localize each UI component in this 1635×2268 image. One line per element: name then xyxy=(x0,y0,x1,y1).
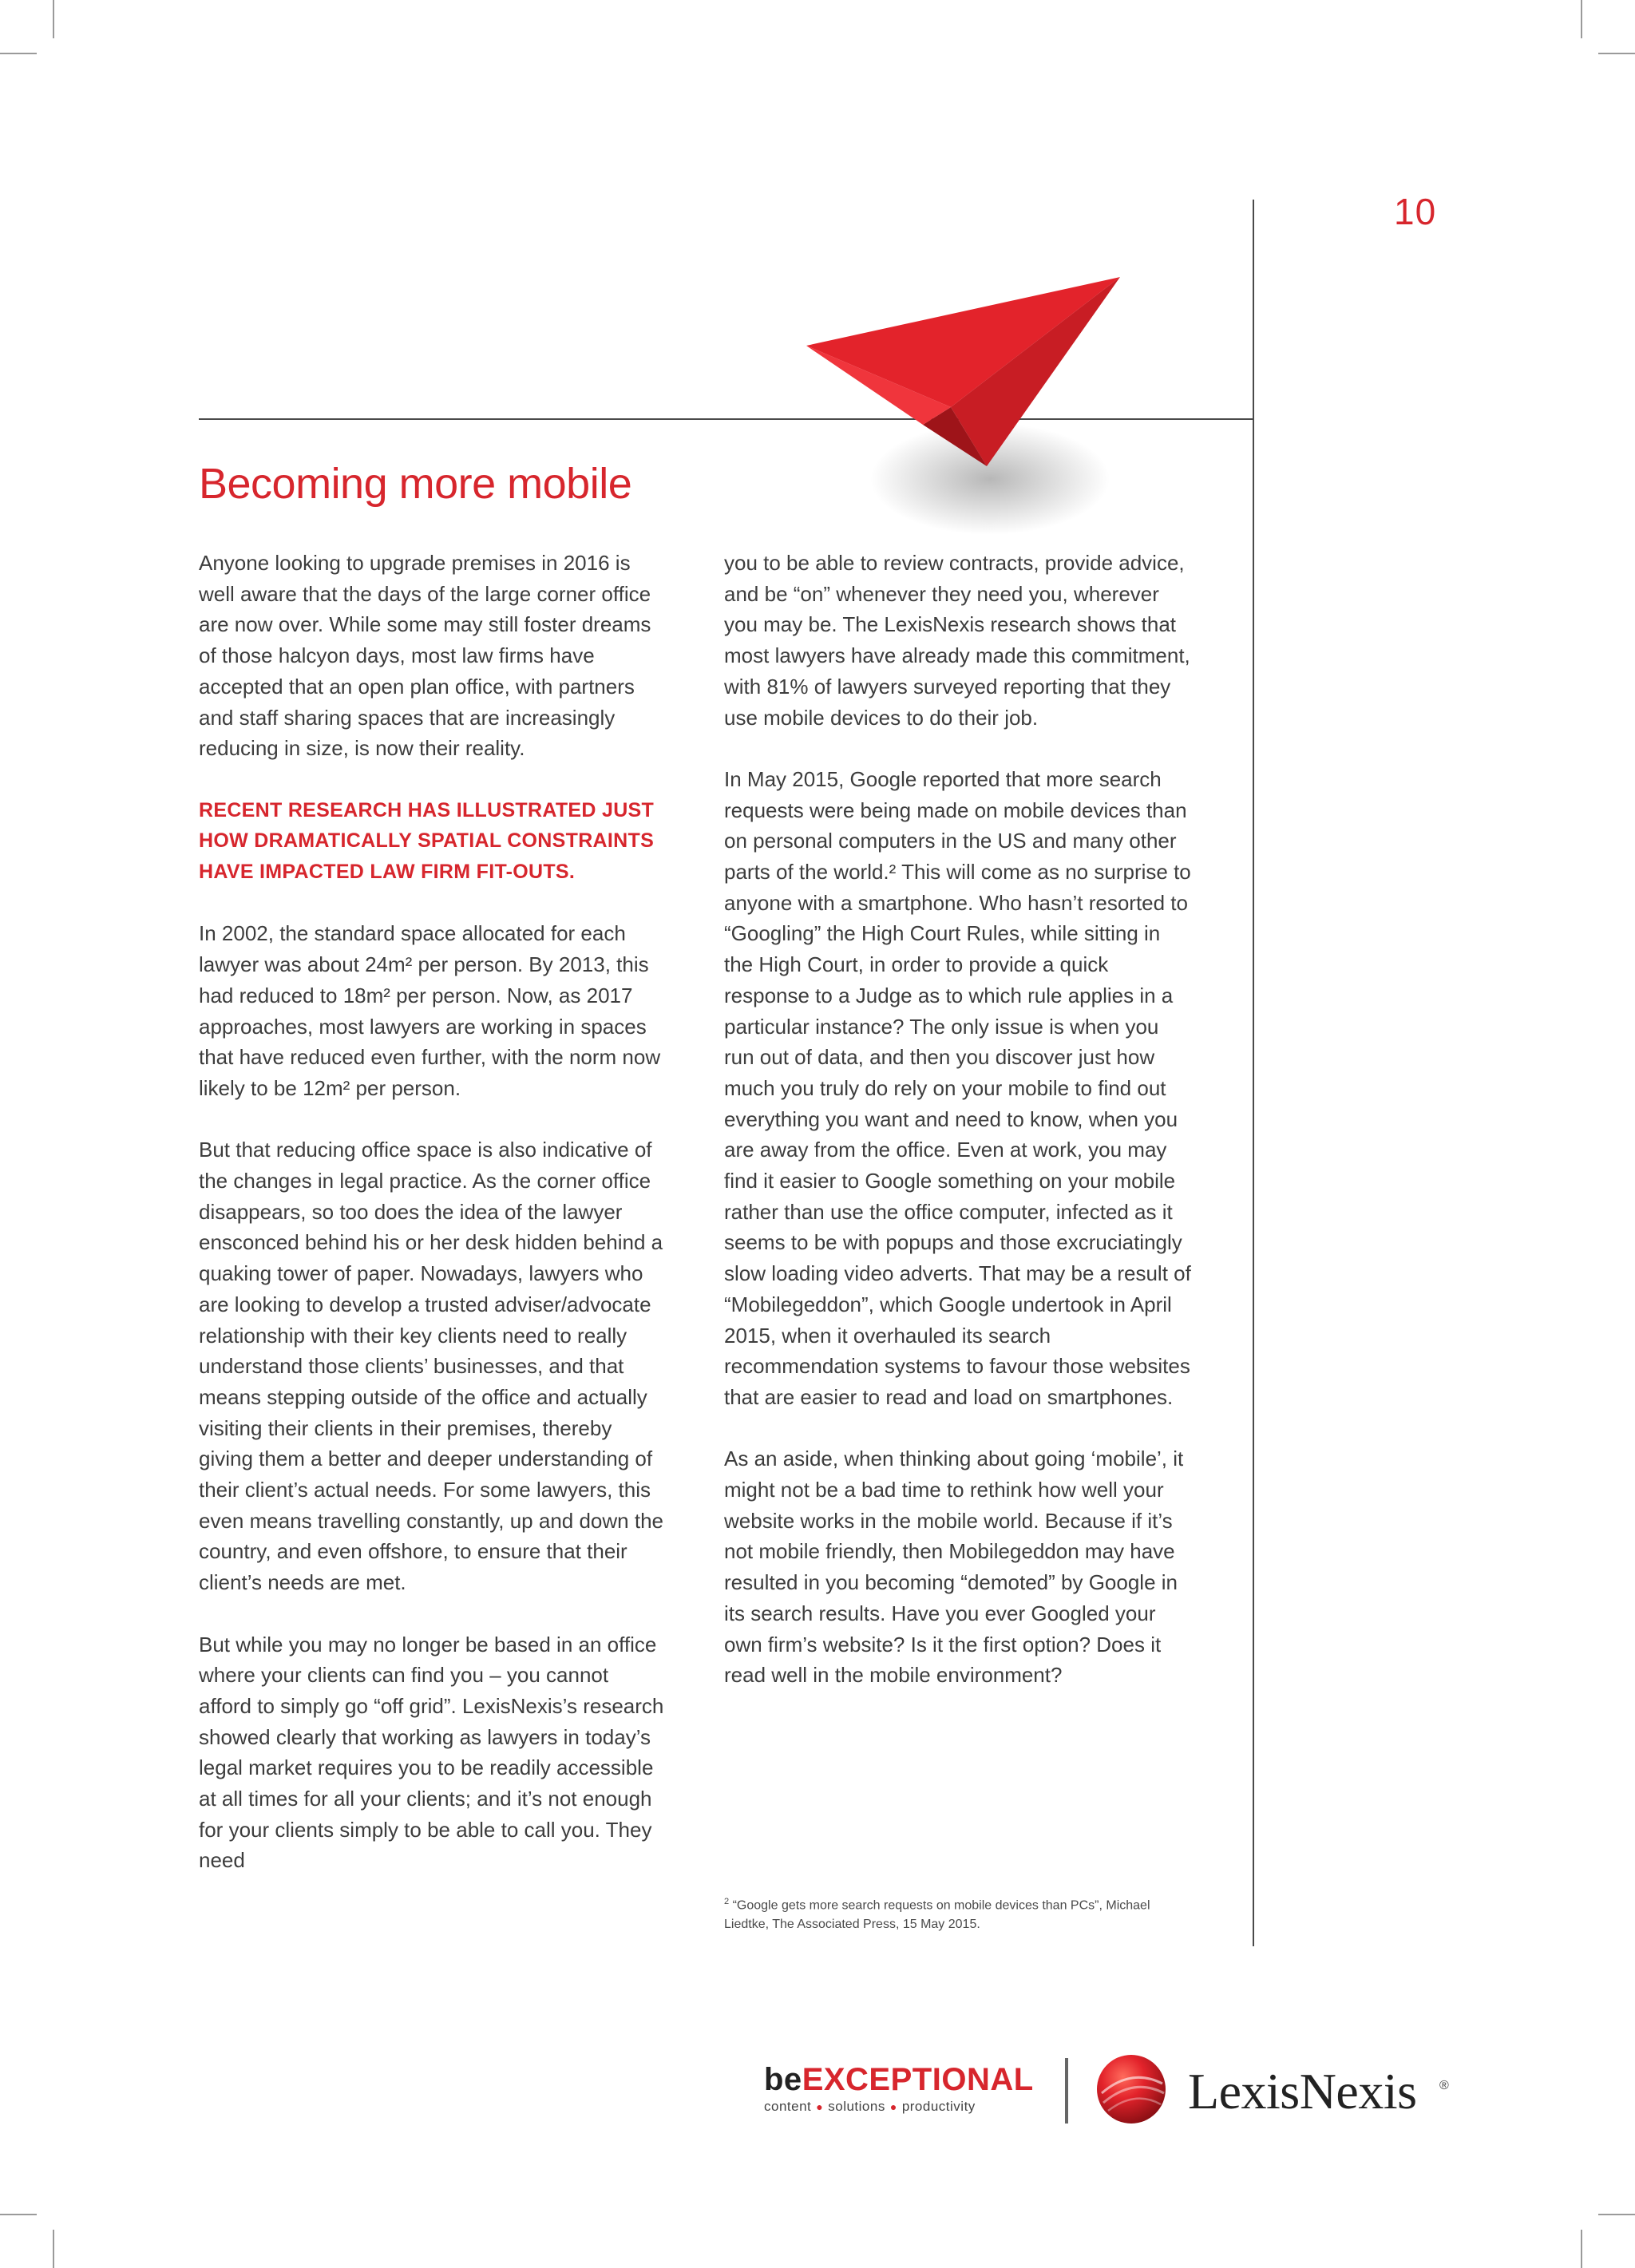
crop-mark xyxy=(1581,0,1582,38)
footnote-text: “Google gets more search requests on mobile devices than PCs”, Michael Liedtke, The Associated Press, 15 May 2015. xyxy=(724,1898,1150,1932)
footnote-mark: 2 xyxy=(724,1897,730,1906)
be-main: EXCEPTIONAL xyxy=(802,2062,1034,2097)
right-column xyxy=(724,548,1191,1722)
crop-mark xyxy=(53,2230,54,2268)
tagline-item: productivity xyxy=(901,2099,976,2114)
crop-mark xyxy=(53,0,54,38)
body-paragraph: As an aside, when thinking about going ‘mobile’, it might not be a bad time to rethink how well your website works in the mobile world. Because if it’s not mobile friendly, then Mobilegeddon may have resulted in you becoming “demoted” by Google in its search results. Have you ever Googled your own firm’s website? Is it the first option? Does it read well in the mobile environment? xyxy=(724,1447,1184,1688)
body-paragraph: But that reducing office space is also indicative of the changes in legal practice. As the corner office disappears, so too does the idea of the lawyer ensconced behind his or her desk hidden behind a quaking tower of paper. Nowadays, lawyers who are looking to develop a trusted adviser/advocate relationship with their key clients need to really understand those clients’ businesses, and that means stepping outside of the office and actually visiting their clients in their premises, thereby giving them a better and deeper understanding of their client’s actual needs. For some lawyers, this even means travelling constantly, up and down the country, and even offshore, to ensure that their client’s needs are met. xyxy=(199,1138,663,1595)
tagline-item: solutions xyxy=(828,2099,885,2114)
lexisnexis-brand: LexisNexis xyxy=(1188,2063,1417,2120)
crop-mark xyxy=(1598,2214,1635,2215)
body-paragraph: Anyone looking to upgrade premises in 2016 is well aware that the days of the large corner office are now over. While some may still foster dreams of those halcyon days, most law firms have accepted that an open plan office, with partners and staff sharing spaces that are increasingly reducing in size, is now their reality. xyxy=(199,551,651,761)
be-exceptional-wordmark xyxy=(764,2064,1034,2096)
be-prefix: be xyxy=(764,2062,802,2097)
lexisnexis-sphere-icon xyxy=(1095,2053,1167,2125)
vertical-rule xyxy=(1253,200,1254,1946)
crop-mark xyxy=(1598,53,1635,54)
body-paragraph: But while you may no longer be based in an office where your clients can find you – you cannot afford to simply go “off grid”. LexisNexis’s research showed clearly that working as lawyers in today’s legal market requires you to be readily accessible at all times for all your clients; and it’s not enough for your clients simply to be able to call you. They need xyxy=(199,1632,664,1873)
body-paragraph: you to be able to review contracts, provide advice, and be “on” whenever they need you, wherever you may be. The LexisNexis research shows that most lawyers have already made this commitment, with 81% of lawyers surveyed reporting that they use mobile devices to do their job. xyxy=(724,551,1190,730)
footnote xyxy=(724,1892,1171,1934)
registered-mark: ® xyxy=(1439,2079,1449,2092)
page-number: 10 xyxy=(1394,191,1437,232)
tagline-item: content xyxy=(764,2099,812,2114)
left-column xyxy=(199,548,666,1907)
paper-plane-icon xyxy=(790,263,1166,543)
be-exceptional-logo xyxy=(764,2064,1034,2115)
body-paragraph: In May 2015, Google reported that more search requests were being made on mobile devices than on personal computers in the US and many other parts of the world.² This will come as no surprise to anyone with a smartphone. Who hasn’t resorted to “Googling” the High Court Rules, while sitting in the High Court, in order to provide a quick response to a Judge as to which rule applies in a particular instance? The only issue is when you run out of data, and then you discover just how much you truly do rely on your mobile to find out everything you want and need to know, when you are away from the office. Even at work, you may find it easier to Google something on your mobile rather than use the office computer, infected as it seems to be with popups and those excruciatingly slow loading video adverts. That may be a result of “Mobilegeddon”, which Google undertook in April 2015, when it overhauled its search recommendation systems to favour those websites that are easier to read and load on smartphones. xyxy=(724,766,1191,1409)
bullet-dot: ● xyxy=(889,2100,897,2113)
tagline xyxy=(764,2099,1034,2115)
bullet-dot: ● xyxy=(816,2100,824,2113)
crop-mark xyxy=(0,2214,37,2215)
logo-divider xyxy=(1065,2058,1068,2124)
crop-mark xyxy=(0,53,37,54)
article-title: Becoming more mobile xyxy=(199,460,632,508)
body-paragraph: In 2002, the standard space allocated for each lawyer was about 24m² per person. By 2013, this had reduced to 18m² per person. Now, as 2017 approaches, most lawyers are working in spaces that have reduced even further, with the norm now likely to be 12m² per person. xyxy=(199,921,661,1100)
crop-mark xyxy=(1581,2230,1582,2268)
pull-quote: RECENT RESEARCH HAS ILLUSTRATED JUST HOW DRAMATICALLY SPATIAL CONSTRAINTS HAVE IMPACTED LAW FIRM FIT-OUTS. xyxy=(199,798,655,884)
